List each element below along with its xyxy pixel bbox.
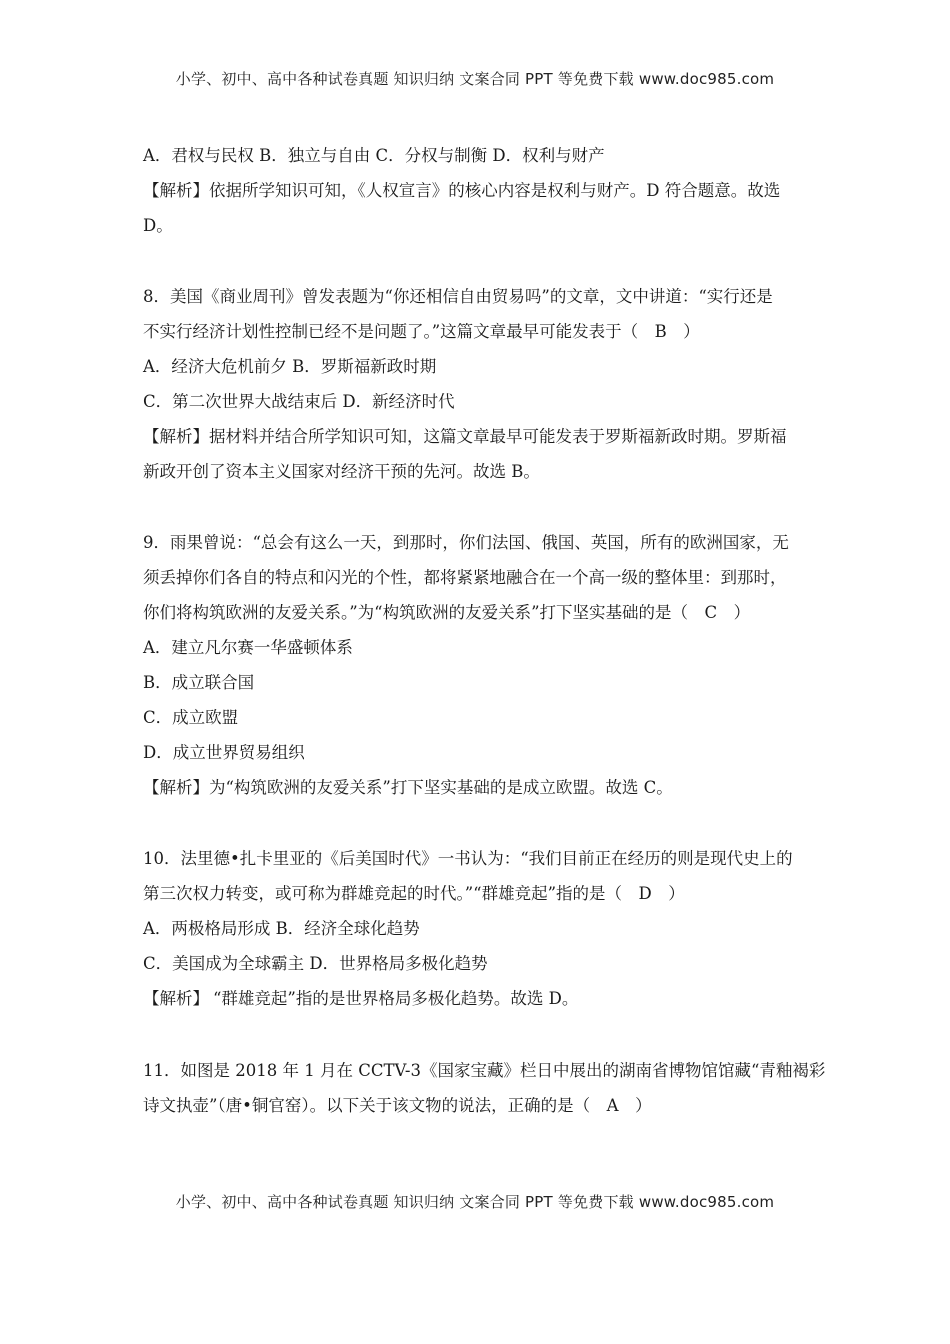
q7-analysis-text-2: D。: [143, 216, 173, 235]
q8-options-1: A．经济大危机前夕 B．罗斯福新政时期: [143, 357, 437, 376]
q10-stem-1: 10．法里德•扎卡里亚的《后美国时代》一书认为：“我们目前正在经历的则是现代史上的: [143, 849, 793, 868]
header-banner: 小学、初中、高中各种试卷真题 知识归纳 文案合同 PPT 等免费下载 www.doc985.com: [175, 70, 775, 88]
q11-stem-2: 诗文执壶”（唐•铜官窑）。以下关于该文物的说法，正确的是（ A ）: [143, 1096, 652, 1115]
q9-option-d: D．成立世界贸易组织: [143, 743, 305, 762]
analysis-label: 【解析】: [143, 989, 209, 1008]
q10-options-2: C．美国成为全球霸主 D．世界格局多极化趋势: [143, 954, 488, 973]
footer-banner: 小学、初中、高中各种试卷真题 知识归纳 文案合同 PPT 等免费下载 www.doc985.com: [175, 1193, 775, 1211]
q8-stem-2: 不实行经济计划性控制已经不是问题了。”这篇文章最早可能发表于（ B ）: [143, 322, 700, 341]
q8-stem-1: 8．美国《商业周刊》曾发表题为“你还相信自由贸易吗”的文章，文中讲道：“实行还是: [143, 287, 773, 306]
q9-stem-2: 须丢掉你们各自的特点和闪光的个性，都将紧紧地融合在一个高一级的整体里：到那时，: [143, 568, 787, 587]
q10-analysis-text-1: “群雄竞起”指的是世界格局多极化趋势。故选 D。: [213, 989, 579, 1008]
q9-stem-3: 你们将构筑欧洲的友爱关系。”为“构筑欧洲的友爱关系”打下坚实基础的是（ C ）: [143, 603, 751, 622]
q9-option-c: C．成立欧盟: [143, 708, 239, 727]
q9-stem-1: 9．雨果曾说：“总会有这么一天，到那时，你们法国、俄国、英国，所有的欧洲国家，无: [143, 533, 789, 552]
q9-option-a: A．建立凡尔赛一华盛顿体系: [143, 638, 353, 657]
q8-analysis: [143, 427, 813, 447]
q9-option-b: B．成立联合国: [143, 673, 255, 692]
q10-options-1: A．两极格局形成 B．经济全球化趋势: [143, 919, 420, 938]
q7-analysis-text-1: 依据所学知识可知，《人权宣言》的核心内容是权利与财产。D 符合题意。故选: [209, 181, 781, 200]
q10-stem-2: 第三次权力转变，或可称为群雄竞起的时代。”“群雄竞起”指的是（ D ）: [143, 884, 685, 903]
q8-options-2: C．第二次世界大战结束后 D．新经济时代: [143, 392, 455, 411]
q10-analysis: [143, 989, 813, 1009]
q9-analysis-text-1: 为“构筑欧洲的友爱关系”打下坚实基础的是成立欧盟。故选 C。: [209, 778, 673, 797]
q7-options: A．君权与民权 B．独立与自由 C．分权与制衡 D．权利与财产: [143, 146, 605, 165]
q7-analysis: [143, 181, 813, 201]
q11-stem-1: 11．如图是 2018 年 1 月在 CCTV-3《国家宝藏》栏日中展出的湖南省博物馆馆藏“青釉褐彩: [143, 1061, 826, 1080]
q9-analysis: [143, 778, 813, 798]
q8-analysis-text-1: 据材料并结合所学知识可知，这篇文章最早可能发表于罗斯福新政时期。罗斯福: [209, 427, 787, 446]
q8-analysis-text-2: 新政开创了资本主义国家对经济干预的先河。故选 B。: [143, 462, 540, 481]
analysis-label: 【解析】: [143, 778, 209, 797]
analysis-label: 【解析】: [143, 181, 209, 200]
analysis-label: 【解析】: [143, 427, 209, 446]
